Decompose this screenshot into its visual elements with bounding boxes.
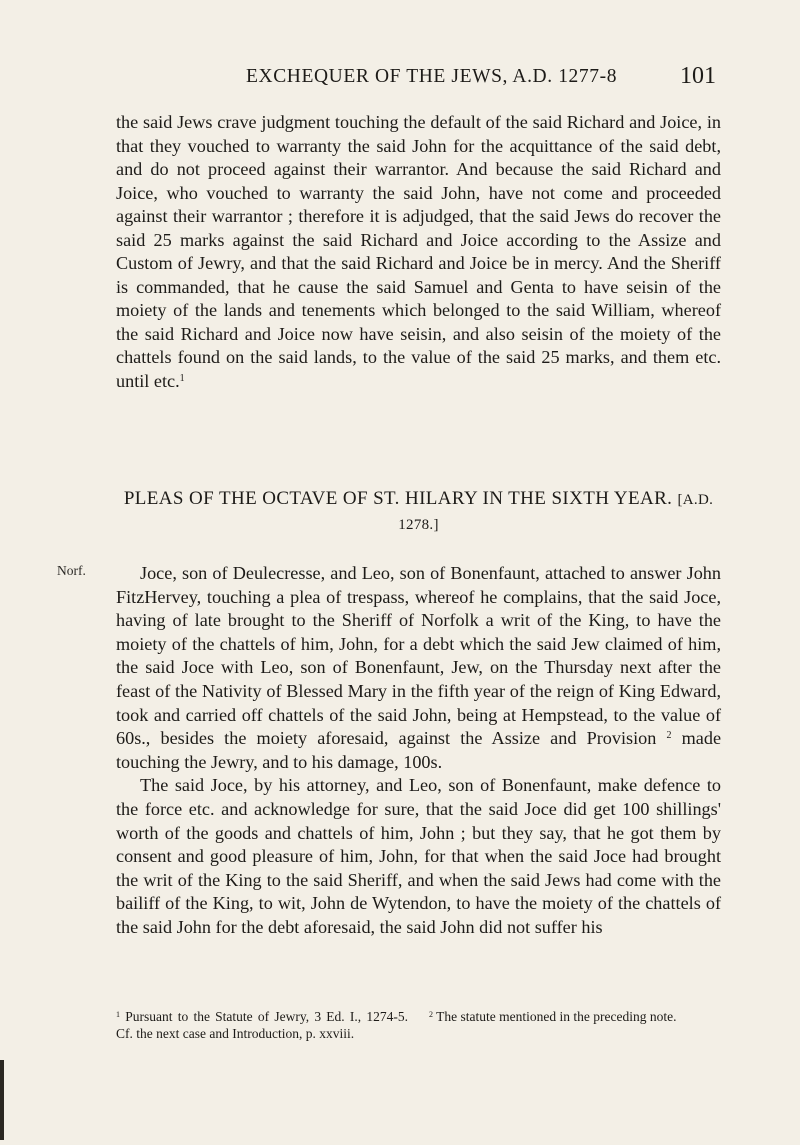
running-head: EXCHEQUER OF THE JEWS, A.D. 1277-8 (246, 66, 618, 87)
section-heading (116, 487, 721, 537)
paragraph-text: Joce, son of Deulecresse, and Leo, son of Bonenfaunt, attached to answer John FitzHervey, touching a plea of trespass, whereof he complains, that the said Joce, having of late brought to the Sheriff of Norfolk a writ of the King, to have the moiety of the chattels of him, John, for a debt which the said Jew claimed of him, the said Joce with Leo, son of Bonenfaunt, Jew, on the Thursday next after the feast of the Nativity of Blessed Mary in the fifth year of the reign of King Edward, took and carried off chattels of the said John, being at Hempstead, to the value of 60s., besides the moiety aforesaid, against the Assize and Provision (116, 563, 721, 749)
page-number: 101 (680, 63, 716, 89)
footnote-text: The statute mentioned in the preceding note. (436, 1009, 677, 1024)
page-edge-shadow (0, 1060, 4, 1140)
footnote-ref-1[interactable]: 1 (179, 372, 185, 384)
footnote-1 (116, 1009, 408, 1042)
footnote-ref-2[interactable]: 2 (666, 730, 672, 742)
case-paragraph (116, 774, 721, 939)
footnote-text: Pursuant to the Statute of Jewry, 3 Ed. I., 1274-5. Cf. the next case and Introduction, p. xxviii. (116, 1009, 408, 1041)
case-paragraph (116, 562, 721, 774)
footnote-mark: 1 (116, 1010, 120, 1019)
paragraph-text: the said Jews crave judgment touching the default of the said Richard and Joice, in that they vouched to warranty the said John for the acquittance of the said debt, and do not proceed against their warrantor. And because the said Richard and Joice, who vouched to warranty the said John, have not come and proceeded against their warrantor ; therefore it is adjudged, that the said Jews do recover the said 25 marks against the said Richard and Joice according to the Assize and Custom of Jewry, and that the said Richard and Joice be in mercy. And the Sheriff is commanded, that he cause the said Samuel and Genta to have seisin of the moiety of the lands and tenements which belonged to the said William, whereof the said Richard and Joice now have seisin, and also seisin of the moiety of the chattels found on the said lands, to the value of the said 25 marks, and them etc. until etc. (116, 112, 721, 391)
footnote-mark: 2 (429, 1010, 433, 1019)
section-title: PLEAS OF THE OCTAVE OF ST. HILARY IN THE SIXTH YEAR. (123, 488, 673, 509)
footnotes (116, 1009, 721, 1042)
paragraph-text: made touching the Jewry, and to his damage, 100s. (116, 728, 722, 772)
footnote-2 (429, 1009, 721, 1042)
page-header (0, 64, 800, 94)
paragraph-text: The said Joce, by his attorney, and Leo, son of Bonenfaunt, make defence to the force etc. and acknowledge for sure, that the said Joce did get 100 shillings' worth of the goods and chattels of him, John ; but they say, that he got them by consent and good pleasure of him, John, for that when the said Joce had brought the writ of the King to the said Sheriff, and when the said Jews had come with the bailiff of the King, to wit, John de Wytendon, to have the moiety of the chattels of the said John for the debt aforesaid, the said John did not suffer his (116, 775, 721, 937)
case-body (116, 562, 721, 940)
margin-note: Norf. (57, 563, 86, 578)
section-date: [A.D. 1278.] (398, 492, 714, 533)
continued-paragraph (116, 111, 721, 393)
